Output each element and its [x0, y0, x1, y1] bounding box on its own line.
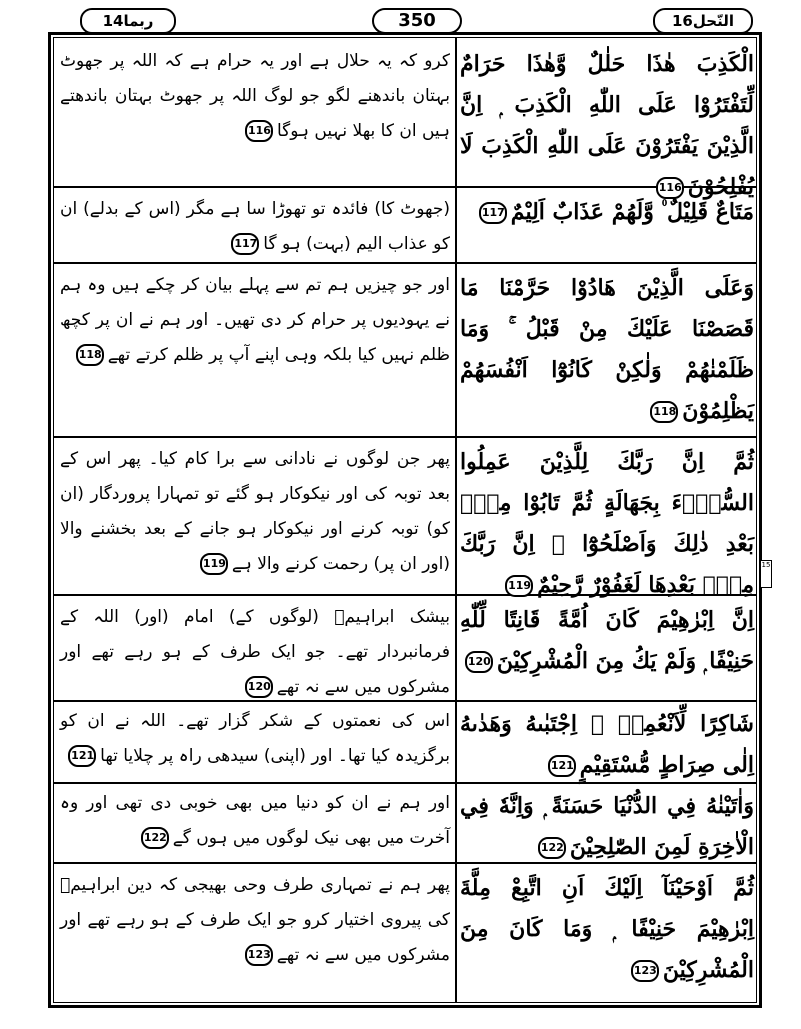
arabic-text: مَتَاعٌ قَلِيْلٌ ۠ وَّلَهُمْ عَذَابٌ اَلِيْمٌ: [510, 199, 754, 225]
urdu-text: پھر جن لوگوں نے نادانی سے برا کام کیا۔ پھر اس کے بعد توبہ کی اور نیکوکار ہو گئے تو تمہارا پروردگار (ان کو) توبہ کرنے اور نیکوکار ہو جانے کے بعد بخشنے والا (اور ان پر) رحمت کرنے والا ہے: [60, 449, 450, 574]
urdu-translation: [60, 268, 450, 434]
urdu-translation: [60, 442, 450, 592]
urdu-text: بیشک ابراہیمؑ (لوگوں کے) امام (اور) اللہ کے فرمانبردار تھے۔ جو ایک طرف کے ہو رہے تھے اور مشرکوں میں سے نہ تھے: [60, 607, 450, 697]
arabic-text: شَاكِرًا لِّاَنْعُمِهٖ ۭ اِجْتَبٰىهُ وَهَدٰىهُ اِلٰى صِرَاطٍ مُّسْتَقِيْمٍ: [460, 711, 754, 778]
urdu-text: پھر ہم نے تمہاری طرف وحی بھیجی کہ دین ابراہیمؑ کی پیروی اختیار کرو جو ایک طرف کے ہو رہے تھے اور مشرکوں میں سے نہ تھے: [60, 875, 450, 965]
arabic-verse: [460, 442, 754, 598]
verse-number: 122: [538, 837, 566, 859]
urdu-translation: [60, 704, 450, 780]
para-label: ربما14: [80, 8, 176, 34]
verse-number: 117: [231, 233, 259, 255]
arabic-text: ثُمَّ اَوْحَيْنَآ اِلَيْكَ اَنِ اتَّبِعْ مِلَّةَ اِبْرٰهِيْمَ حَنِيْفًا ۭ وَمَا كَانَ مِنَ الْمُشْرِكِيْنَ: [460, 875, 754, 983]
verse-number: 118: [650, 401, 678, 423]
page-header: [40, 6, 760, 34]
arabic-text: الْكَذِبَ هٰذَا حَلٰلٌ وَّهٰذَا حَرَامٌ لِّتَفْتَرُوْا عَلَى اللّٰهِ الْكَذِبَ ۭ اِنَّ الَّذِيْنَ يَفْتَرُوْنَ عَلَى اللّٰهِ الْكَذِبَ لَا يُفْلِحُوْنَ: [460, 51, 754, 200]
urdu-text: (جھوٹ کا) فائدہ تو تھوڑا سا ہے مگر (اس کے بدلے) ان کو عذاب الیم (بہت) ہو گا: [60, 199, 450, 254]
section-divider: [53, 436, 757, 438]
arabic-text: اِنَّ اِبْرٰهِيْمَ كَانَ اُمَّةً قَانِتًا لِّلّٰهِ حَنِيْفًا ۭ وَلَمْ يَكُ مِنَ الْمُشْرِكِيْنَ: [460, 607, 754, 674]
arabic-text: وَاٰتَيْنٰهُ فِي الدُّنْيَا حَسَنَةً ۭ وَاِنَّهٗ فِي الْاٰخِرَةِ لَمِنَ الصّٰلِحِيْنَ: [460, 793, 754, 860]
verse-number: 120: [245, 676, 273, 698]
arabic-verse: [460, 704, 754, 780]
verse-number: 122: [141, 827, 169, 849]
urdu-text: اور جو چیزیں ہم تم سے پہلے بیان کر چکے ہیں وہ ہم نے یہودیوں پر حرام کر دی تھیں۔ اور ہم نے ان پر کچھ ظلم نہیں کیا بلکہ وہی اپنے آپ پر ظلم کرتے تھے: [60, 275, 450, 365]
arabic-verse: [460, 268, 754, 434]
arabic-verse: [460, 192, 754, 260]
column-divider: [455, 37, 457, 1003]
verse-number: 116: [656, 177, 684, 199]
verse-number: 119: [200, 553, 228, 575]
arabic-text: وَعَلَى الَّذِيْنَ هَادُوْا حَرَّمْنَا مَا قَصَصْنَا عَلَيْكَ مِنْ قَبْلُ ۚ وَمَا ظَلَمْنٰهُمْ وَلٰكِنْ كَانُوْٓا اَنْفُسَهُمْ يَظْلِمُوْنَ: [460, 275, 754, 424]
urdu-translation: [60, 44, 450, 184]
ruku-marker: 15: [760, 560, 772, 588]
verse-number: 123: [245, 944, 273, 966]
urdu-translation: [60, 868, 450, 1002]
urdu-text: کرو کہ یہ حلال ہے اور یہ حرام ہے کہ اللہ پر جھوٹ بہتان باندھنے لگو جو لوگ اللہ پر جھوٹ بہتان باندھتے ہیں ان کا بھلا نہیں ہوگا: [60, 51, 450, 141]
section-divider: [53, 262, 757, 264]
urdu-translation: [60, 786, 450, 860]
arabic-verse: [460, 786, 754, 860]
page-number: 350: [372, 8, 462, 34]
verse-number: 121: [68, 745, 96, 767]
verse-number: 116: [245, 120, 273, 142]
arabic-verse: [460, 44, 754, 200]
verse-number: 118: [76, 344, 104, 366]
urdu-text: اس کی نعمتوں کے شکر گزار تھے۔ اللہ نے ان کو برگزیدہ کیا تھا۔ اور (اپنی) سیدھی راہ پر چلایا تھا: [60, 711, 450, 766]
verse-number: 120: [465, 651, 493, 673]
arabic-text: ثُمَّ اِنَّ رَبَّكَ لِلَّذِيْنَ عَمِلُوا السُّوْۗءَ بِجَهَالَةٍ ثُمَّ تَابُوْا مِنْۢ بَعْدِ ذٰلِكَ وَاَصْلَحُوْٓا ۙ اِنَّ رَبَّكَ مِنْۢ بَعْدِهَا لَغَفُوْرٌ رَّحِيْمٌ: [460, 449, 754, 598]
verse-number: 123: [631, 960, 659, 982]
arabic-verse: [460, 600, 754, 698]
verse-number: 117: [479, 202, 507, 224]
urdu-text: اور ہم نے ان کو دنیا میں بھی خوبی دی تھی اور وہ آخرت میں بھی نیک لوگوں میں ہوں گے: [60, 793, 450, 848]
verse-number: 121: [548, 755, 576, 777]
arabic-verse: [460, 868, 754, 1002]
urdu-translation: [60, 600, 450, 698]
verse-number: 119: [505, 575, 533, 597]
urdu-translation: [60, 192, 450, 260]
surah-label: النّحل16: [653, 8, 753, 34]
